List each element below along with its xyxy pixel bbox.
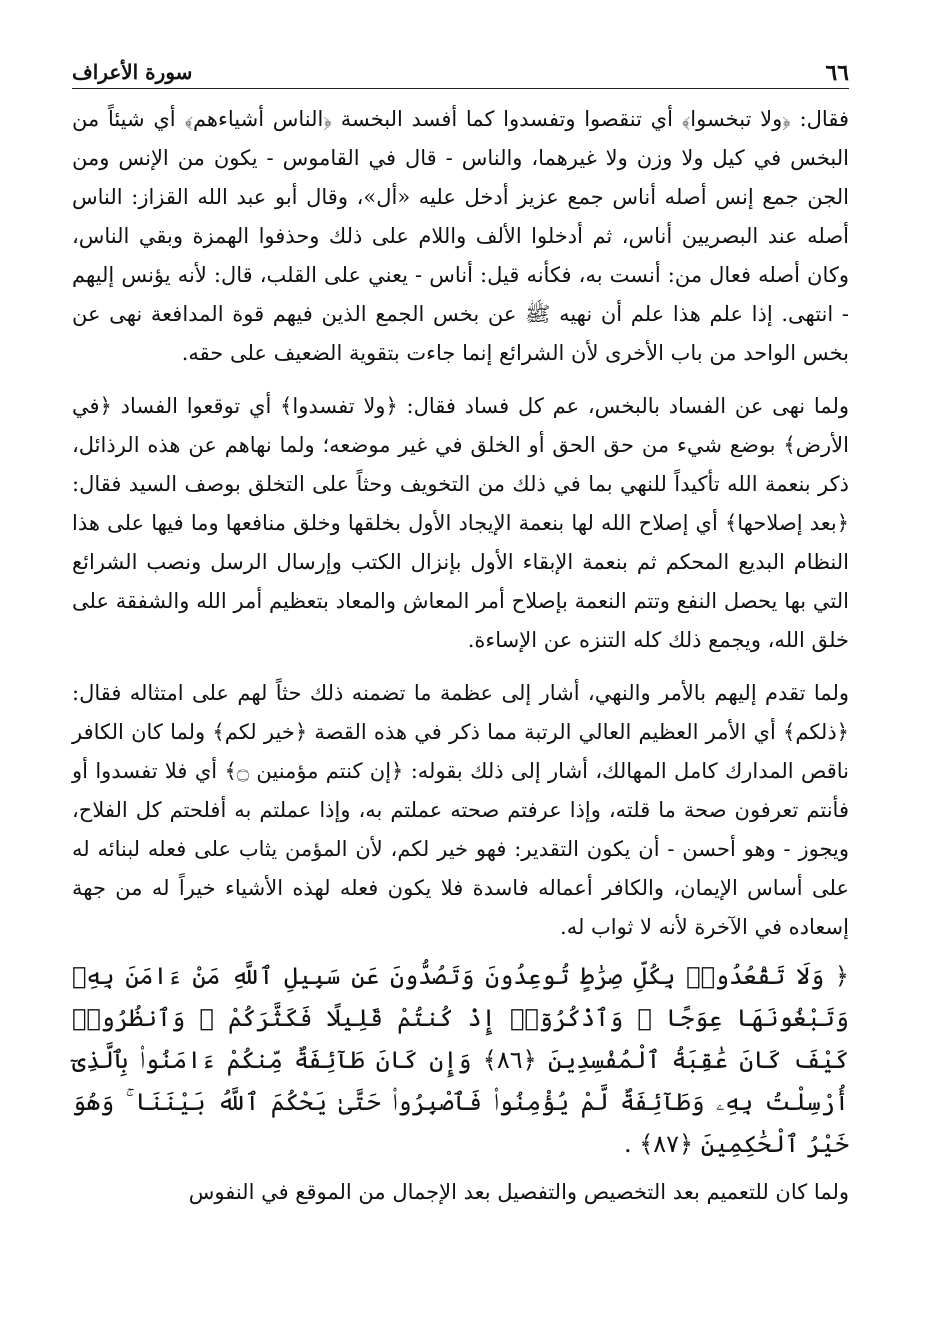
surah-title: سورة الأعراف xyxy=(72,60,193,84)
quran-verse: ﴿ وَلَا تَقْعُدُوا۟ بِكُلِّ صِرَٰطٍ تُوعِدُونَ وَتَصُدُّونَ عَن سَبِيلِ ٱللَّهِ مَنْ ءَامَنَ بِهِۦ وَتَبْغُونَهَا عِوَجًا ۚ وَٱذْكُرُوٓا۟ إِذْ كُنتُمْ قَلِيلًا فَكَثَّرَكُمْ ۖ وَٱنظُرُوا۟ كَيْفَ كَانَ عَٰقِبَةُ ٱلْمُفْسِدِينَ ﴿٨٦﴾ وَإِن كَانَ طَآئِفَةٌ مِّنكُمْ ءَامَنُوا۟ بِٱلَّذِىٓ أُرْسِلْتُ بِهِۦ وَطَآئِفَةٌ لَّمْ يُؤْمِنُوا۟ فَٱصْبِرُوا۟ حَتَّىٰ يَحْكُمَ ٱللَّهُ بَيْنَنَا ۚ وَهُوَ خَيْرُ ٱلْحَٰكِمِينَ ﴿٨٧﴾ . xyxy=(72,962,850,1158)
page-header xyxy=(72,60,849,86)
paragraph-2: ولما نهى عن الفساد بالبخس، عم كل فساد فقال: ﴿ولا تفسدوا﴾ أي توقعوا الفساد ﴿في الأرض﴾ بوضع شيء من حق الحق أو الخلق في غير موضعه؛ ولما نهاهم عن هذه الرذائل، ذكر بنعمة الله تأكيداً للنهي بما في ذلك من التخويف وحثاً على التخلق بوصف السيد فقال: ﴿بعد إصلاحها﴾ أي إصلاح الله لها بنعمة الإيجاد الأول بخلقها وخلق منافعها وما فيها على هذا النظام البديع المحكم ثم بنعمة الإبقاء الأول بإنزال الكتب وإرسال الرسل ونصب الشرائع التي بها يحصل النفع وتتم النعمة بإصلاح أمر المعاش والمعاد بتعظيم أمر الله والشفقة على خلق الله، ويجمع ذلك كله التنزه عن الإساءة. xyxy=(72,394,849,652)
paragraph-3: ولما تقدم إليهم بالأمر والنهي، أشار إلى عظمة ما تضمنه ذلك حثاً لهم على امتثاله فقال: ﴿ذلكم﴾ أي الأمر العظيم العالي الرتبة مما ذكر في هذه القصة ﴿خير لكم﴾ ولما كان الكافر ناقص المدارك كامل المهالك، أشار إلى ذلك بقوله: ﴿إن كنتم مؤمنين ۝﴾ أي فلا تفسدوا أو فأنتم تعرفون صحة ما قلته، وإذا عرفتم صحته عملتم به، وإذا عملتم به أفلحتم كل الفلاح، ويجوز - وهو أحسن - أن يكون التقدير: فهو خير لكم، لأن المؤمن يثاب على فعله لبنائه له على أساس الإيمان، والكافر أعماله فاسدة فلا يكون فعله لهذه الأشياء خيراً له من جهة إسعاده في الآخرة لأنه لا ثواب له. xyxy=(72,681,849,939)
paragraph-1: فقال: ﴿ولا تبخسوا﴾ أي تنقصوا وتفسدوا كما أفسد البخسة ﴿الناس أشياءهم﴾ أي شيئاً من البخس في كيل ولا وزن ولا غيرهما، والناس - قال في القاموس - يكون من الإنس ومن الجن جمع إنس أصله أناس جمع عزيز أدخل عليه «أل»، وقال أبو عبد الله القزاز: الناس أصله عند البصريين أناس، ثم أدخلوا الألف واللام على ذلك وحذفوا الهمزة وبقي الناس، وكان أصله فعال من: أنست به، فكأنه قيل: أناس - يعني على القلب، قال: لأنه يؤنس إليهم - انتهى. إذا علم هذا علم أن نهيه ﷺ عن بخس الجمع الذين فيهم قوة المدافعة نهى عن بخس الواحد من باب الأخرى لأن الشرائع إنما جاءت بتقوية الضعيف على حقه. xyxy=(72,107,849,365)
closing-line: ولما كان للتعميم بعد التخصيص والتفصيل بعد الإجمال من الموقع في النفوس xyxy=(188,1180,849,1204)
page-body xyxy=(72,100,849,1212)
header-divider xyxy=(72,88,849,89)
page-number: ٦٦ xyxy=(825,60,849,86)
